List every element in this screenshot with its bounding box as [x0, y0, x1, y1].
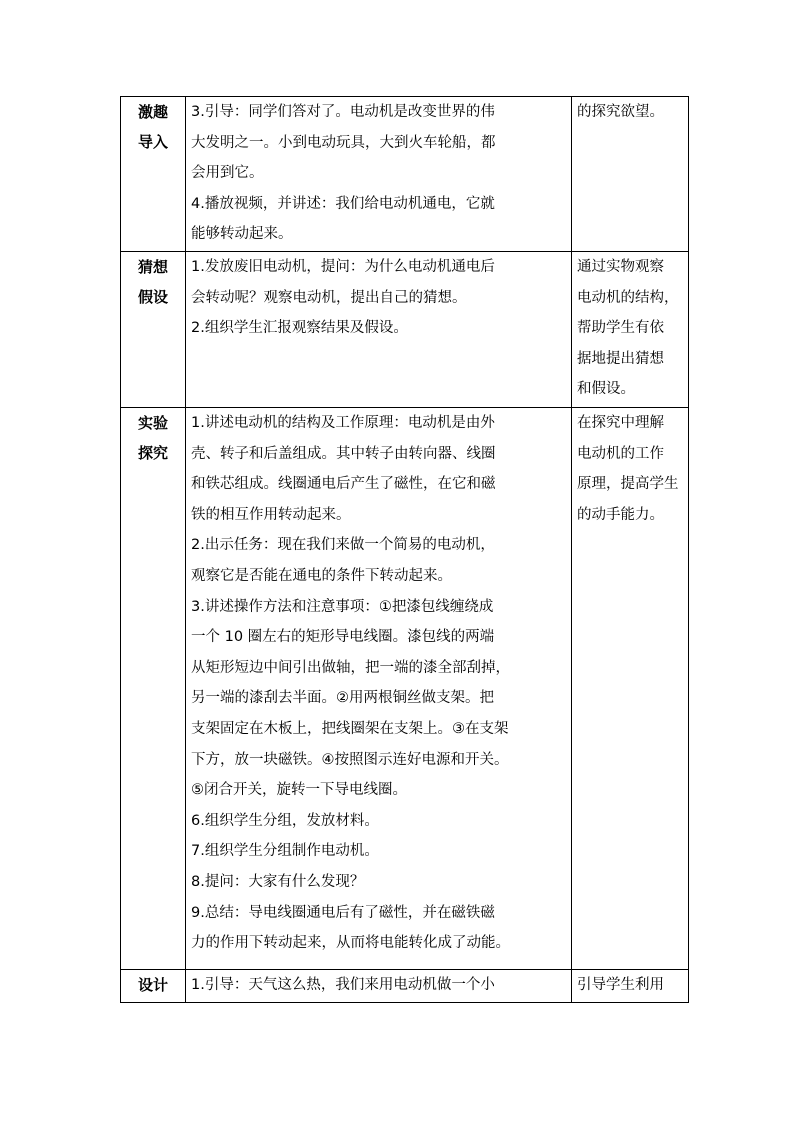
- intent-line: 原理，提高学生: [577, 476, 679, 493]
- process-line: 和铁芯组成。线圈通电后产生了磁性，在它和磁: [191, 476, 496, 493]
- table-row: [121, 252, 689, 408]
- process-line: 1.讲述电动机的结构及工作原理：电动机是由外: [191, 415, 495, 431]
- intent-line: 通过实物观察: [577, 259, 664, 275]
- table-row: [121, 97, 689, 252]
- intent-line: 电动机的结构，: [577, 289, 679, 306]
- process-line: 6.组织学生分组，发放材料。: [191, 812, 379, 829]
- process-line: 下方，放一块磁铁。④按照图示连好电源和开关。: [191, 751, 509, 768]
- process-line: 从矩形短边中间引出做轴，把一端的漆全部刮掉，: [191, 659, 510, 676]
- teaching-process-cell: [186, 252, 572, 408]
- process-line: 会转动呢？观察电动机，提出自己的猜想。: [191, 289, 467, 306]
- teaching-process-cell: [186, 97, 572, 252]
- process-line: 铁的相互作用转动起来。: [191, 506, 351, 523]
- stage-label: 猜想: [137, 258, 168, 276]
- process-line: 2.组织学生汇报观察结果及假设。: [191, 320, 408, 337]
- intent-line: 引导学生利用: [577, 977, 664, 993]
- process-line: 能够转动起来。: [191, 226, 293, 243]
- design-intent-cell: [572, 252, 689, 408]
- table-row: [121, 408, 689, 970]
- process-line: 3.讲述操作方法和注意事项：①把漆包线缠绕成: [191, 598, 494, 615]
- teaching-process-cell: [186, 408, 572, 970]
- stage-label: 实验: [137, 414, 168, 432]
- process-line: 9.总结：导电线圈通电后有了磁性，并在磁铁磁: [191, 904, 495, 921]
- stage-label: 设计: [137, 976, 168, 994]
- stage-label: 导入: [137, 133, 168, 151]
- intent-line: 据地提出猜想: [577, 350, 664, 367]
- process-line: 8.提问：大家有什么发现？: [191, 873, 365, 890]
- process-line: 支架固定在木板上，把线圈架在支架上。③在支架: [191, 720, 509, 737]
- intent-line: 的动手能力。: [577, 506, 664, 523]
- process-line: 1.发放废旧电动机，提问：为什么电动机通电后: [191, 259, 495, 275]
- stage-cell: [121, 970, 186, 1003]
- stage-cell: [121, 97, 186, 252]
- process-line: 一个 10 圈左右的矩形导电线圈。漆包线的两端: [191, 629, 495, 646]
- process-line: 力的作用下转动起来，从而将电能转化成了动能。: [191, 935, 510, 952]
- design-intent-cell: [572, 408, 689, 970]
- process-line: ⑤闭合开关，旋转一下导电线圈。: [191, 782, 407, 799]
- process-line: 4.播放视频，并讲述：我们给电动机通电，它就: [191, 195, 495, 212]
- stage-label: 探究: [137, 444, 168, 462]
- stage-cell: [121, 408, 186, 970]
- process-line: 会用到它。: [191, 165, 264, 182]
- process-line: 观察它是否能在通电的条件下转动起来。: [191, 567, 452, 584]
- stage-label: 激趣: [137, 103, 168, 121]
- process-line: 1.引导：天气这么热，我们来用电动机做一个小: [191, 977, 495, 993]
- process-line: 7.组织学生分组制作电动机。: [191, 843, 379, 860]
- intent-line: 和假设。: [577, 381, 635, 398]
- process-line: 壳、转子和后盖组成。其中转子由转向器、线圈: [191, 445, 496, 462]
- intent-line: 的探究欲望。: [577, 104, 664, 120]
- process-line: 另一端的漆刮去半面。②用两根铜丝做支架。把: [191, 690, 494, 707]
- design-intent-cell: [572, 970, 689, 1003]
- intent-line: 在探究中理解: [577, 415, 664, 431]
- design-intent-cell: [572, 97, 689, 252]
- teaching-process-cell: [186, 970, 572, 1003]
- process-line: 3.引导：同学们答对了。电动机是改变世界的伟: [191, 104, 495, 120]
- process-line: 2.出示任务：现在我们来做一个简易的电动机，: [191, 537, 495, 554]
- table-row: [121, 970, 689, 1003]
- intent-line: 帮助学生有依: [577, 320, 664, 337]
- intent-line: 电动机的工作: [577, 445, 664, 462]
- process-line: 大发明之一。小到电动玩具，大到火车轮船，都: [191, 134, 496, 151]
- stage-label: 假设: [137, 288, 168, 306]
- lesson-plan-table: [120, 96, 689, 1003]
- stage-cell: [121, 252, 186, 408]
